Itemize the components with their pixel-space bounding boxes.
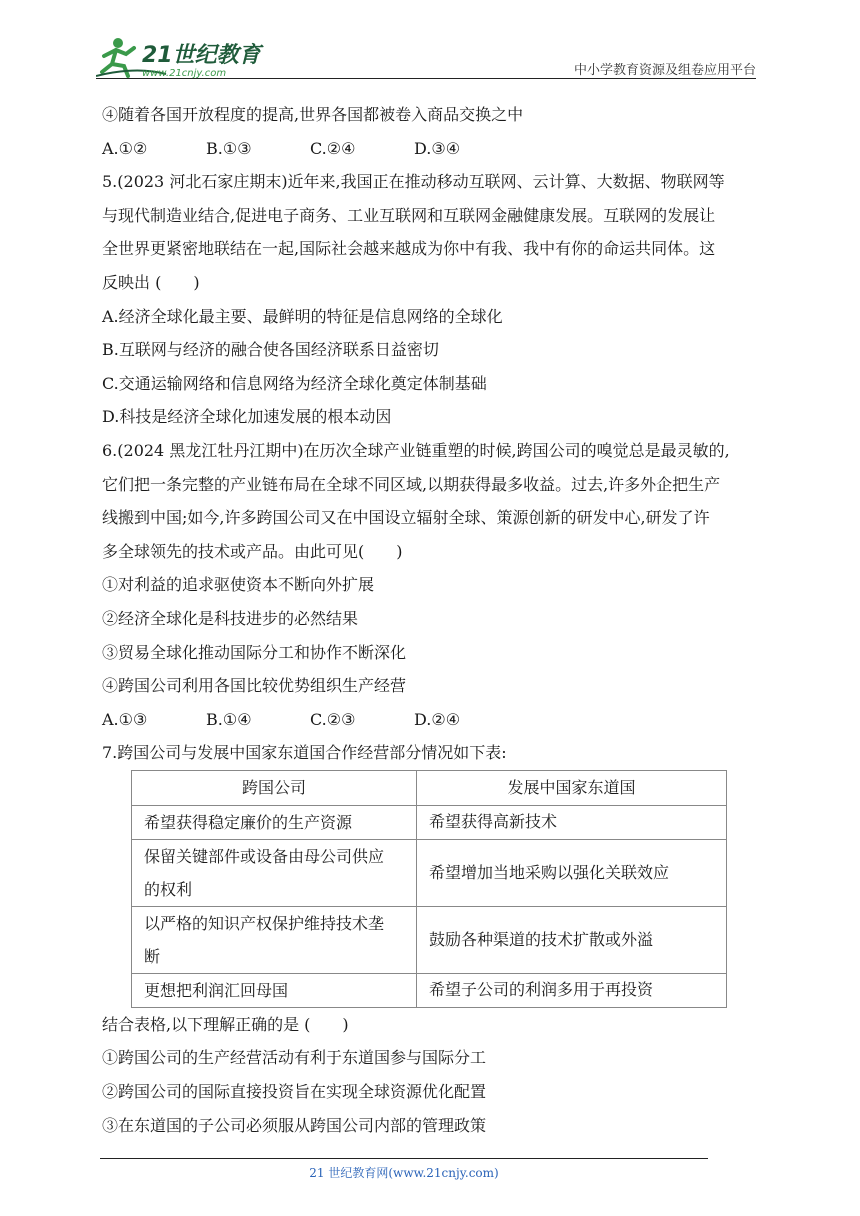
q4-option-a: A.①② xyxy=(102,138,148,158)
header-divider xyxy=(96,78,756,79)
cell-text-line-1: 保留关键部件或设备由母公司供应 xyxy=(144,846,385,866)
table-cell-mnc xyxy=(132,906,417,973)
table-cell-host: 希望增加当地采购以强化关联效应 xyxy=(417,839,727,906)
table-header-host: 发展中国家东道国 xyxy=(417,770,727,805)
q6-option-d: D.②④ xyxy=(414,709,461,729)
q6-stem-line-2: 它们把一条完整的产业链布局在全球不同区域,以期获得最多收益。过去,许多外企把生产 xyxy=(102,474,721,494)
q6-stem-line-4: 多全球领先的技术或产品。由此可见( ) xyxy=(102,541,403,561)
q5-option-b: B.互联网与经济的融合使各国经济联系日益密切 xyxy=(102,340,439,360)
q6-option-a: A.①③ xyxy=(102,709,148,729)
q4-option-b: B.①③ xyxy=(206,138,252,158)
q7-stem: 7.跨国公司与发展中国家东道国合作经营部分情况如下表: xyxy=(102,743,507,763)
q5-stem-line-2: 与现代制造业结合,促进电子商务、工业互联网和互联网金融健康发展。互联网的发展让 xyxy=(102,205,716,225)
svg-text:21世纪教育: 21世纪教育 xyxy=(142,43,261,68)
cell-text-line-2: 的权利 xyxy=(144,879,193,899)
table-cell-mnc xyxy=(132,839,417,906)
q4-options xyxy=(102,132,762,166)
table-row xyxy=(132,805,727,839)
q6-item-1: ①对利益的追求驱使资本不断向外扩展 xyxy=(102,575,375,595)
question-content xyxy=(102,98,762,1142)
q6-stem-line-3: 线搬到中国;如今,许多跨国公司又在中国设立辐射全球、策源创新的研发中心,研发了许 xyxy=(102,508,710,528)
q4-option-c: C.②④ xyxy=(310,138,356,158)
q6-item-2: ②经济全球化是科技进步的必然结果 xyxy=(102,608,359,628)
q6-stem-line-1: 6.(2024 黑龙江牡丹江期中)在历次全球产业链重塑的时候,跨国公司的嗅觉总是最灵敏的, xyxy=(102,440,730,460)
cell-text-line-2: 断 xyxy=(144,946,161,966)
platform-tagline: 中小学教育资源及组卷应用平台 xyxy=(573,63,756,78)
q6-option-b: B.①④ xyxy=(206,709,252,729)
q7-item-1: ①跨国公司的生产经营活动有利于东道国参与国际分工 xyxy=(102,1048,487,1068)
table-cell-host: 鼓励各种渠道的技术扩散或外溢 xyxy=(417,906,727,973)
q4-option-d: D.③④ xyxy=(414,138,461,158)
cell-text-line-1: 以严格的知识产权保护维持技术垄 xyxy=(144,913,385,933)
runner-logo-icon xyxy=(96,36,266,80)
q5-option-c: C.交通运输网络和信息网络为经济全球化奠定体制基础 xyxy=(102,373,487,393)
q7-item-3: ③在东道国的子公司必须服从跨国公司内部的管理政策 xyxy=(102,1115,487,1135)
q7-item-2: ②跨国公司的国际直接投资旨在实现全球资源优化配置 xyxy=(102,1082,487,1102)
cell-text: 希望获得稳定廉价的生产资源 xyxy=(144,812,353,832)
site-logo[interactable] xyxy=(96,36,266,80)
q5-stem-line-4: 反映出 ( ) xyxy=(102,272,200,292)
q6-item-3: ③贸易全球化推动国际分工和协作不断深化 xyxy=(102,642,407,662)
q6-item-4: ④跨国公司利用各国比较优势组织生产经营 xyxy=(102,676,407,696)
svg-text:www.21cnjy.com: www.21cnjy.com xyxy=(142,68,227,79)
footer-divider xyxy=(100,1158,708,1159)
table-row xyxy=(132,973,727,1007)
table-cell-host: 希望获得高新技术 xyxy=(417,805,727,839)
cell-text: 更想把利润汇回母国 xyxy=(144,980,289,1000)
table-row xyxy=(132,839,727,906)
table-header-mnc: 跨国公司 xyxy=(132,770,417,805)
table-cell-mnc xyxy=(132,805,417,839)
cooperation-table xyxy=(131,770,727,1008)
q5-stem-line-3: 全世界更紧密地联结在一起,国际社会越来越成为你中有我、我中有你的命运共同体。这 xyxy=(102,239,716,259)
q5-option-d: D.科技是经济全球化加速发展的根本动因 xyxy=(102,407,392,427)
q6-option-c: C.②③ xyxy=(310,709,356,729)
table-cell-host: 希望子公司的利润多用于再投资 xyxy=(417,973,727,1007)
q7-prompt: 结合表格,以下理解正确的是 ( ) xyxy=(102,1014,349,1034)
table-row xyxy=(132,906,727,973)
q4-item-4: ④随着各国开放程度的提高,世界各国都被卷入商品交换之中 xyxy=(102,105,524,124)
q5-stem-line-1: 5.(2023 河北石家庄期末)近年来,我国正在推动移动互联网、云计算、大数据、物联网等 xyxy=(102,172,725,192)
q6-options xyxy=(102,703,762,737)
page-header xyxy=(96,36,756,82)
q5-option-a: A.经济全球化最主要、最鲜明的特征是信息网络的全球化 xyxy=(102,306,503,326)
table-cell-mnc xyxy=(132,973,417,1007)
footer-link[interactable]: 21 世纪教育网(www.21cnjy.com) xyxy=(309,1166,499,1180)
table-header-row xyxy=(132,770,727,805)
